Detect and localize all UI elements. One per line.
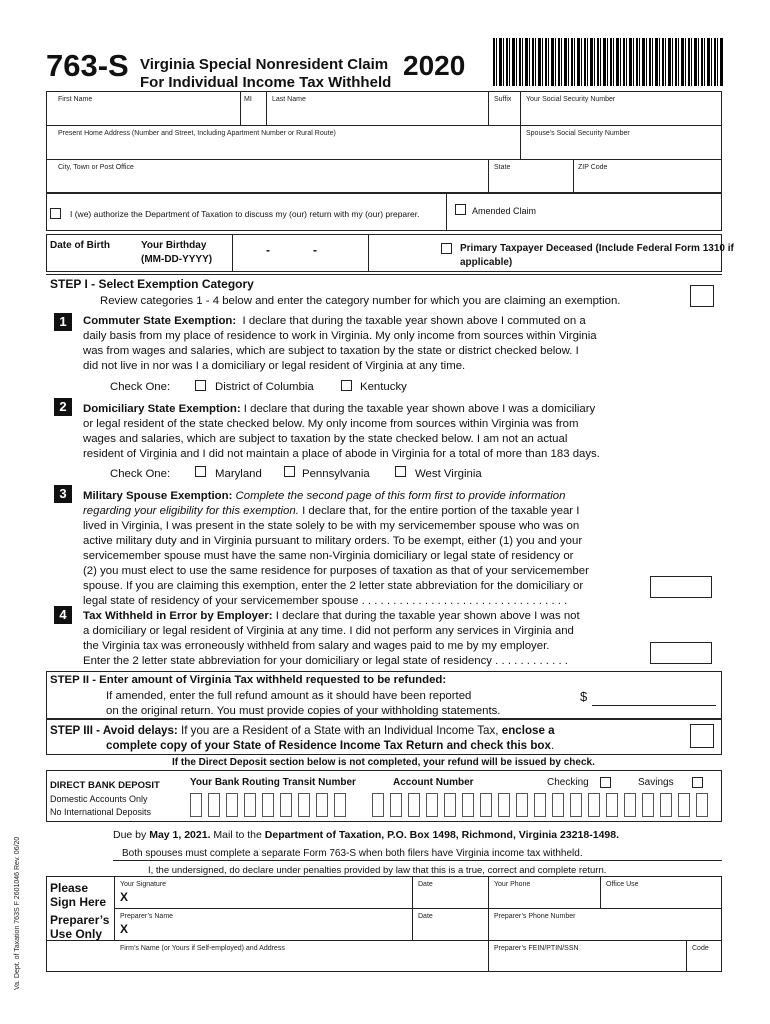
step2-line2: on the original return. You must provide copies of your withholding statements.	[106, 705, 501, 717]
kentucky-checkbox[interactable]	[341, 380, 352, 391]
account-digit-cell[interactable]	[462, 793, 474, 817]
account-digit-cell[interactable]	[444, 793, 456, 817]
due-date-line: Due by May 1, 2021. Mail to the Department of Taxation, P.O. Box 1498, Richmond, Virginia 23218-1498.	[113, 829, 620, 841]
step1-heading: STEP I - Select Exemption Category	[50, 277, 254, 291]
refund-amount-input[interactable]	[592, 686, 716, 706]
category-4-title: Tax Withheld in Error by Employer:	[83, 610, 273, 622]
routing-number-label: Your Bank Routing Transit Number	[190, 777, 356, 788]
your-birthday-label: Your Birthday	[141, 240, 207, 251]
amended-claim-label: Amended Claim	[472, 206, 537, 216]
fein-field[interactable]: Preparer’s FEIN/PTIN/SSN	[494, 945, 579, 952]
west-virginia-label: West Virginia	[415, 468, 482, 480]
category-3-text: Military Spouse Exemption: Complete the second page of this form first to provide information regarding your eligibility for this exemption. I declare that, for the entire portion of the taxable year I lived in Virginia, I was present in the state solely to be with my servicemember spouse who was on active military duty and in Virginia pursuant to military orders. To be exempt, either (1) you and your servicemember spouse must have the same non-Virginia domiciliary or legal state of residency or (2) you must elect to use the same residence for purposes of taxation as that of your servicemember spouse. If you are claiming this exemption, enter the 2 letter state abbreviation for the domiciliary or legal state of residency of your servicemember spouse . . . . . . . . . . . . . . . . . . . . . . . . . . . . . . . . .	[83, 490, 589, 607]
routing-digit-cell[interactable]	[298, 793, 310, 817]
routing-digit-cell[interactable]	[244, 793, 256, 817]
category-2-text: Domiciliary State Exemption: I declare that during the taxable year shown above I was a domiciliary or legal resident of the state checked below. My only income from sources within Virginia was from wages and salaries, which are subject to taxation by the state checked below. I am not an actual resident of Virginia and I did not maintain a place of abode in Virginia for a total of more than 183 days.	[83, 403, 600, 460]
error-state-input[interactable]	[650, 642, 712, 664]
no-international-label: No International Deposits	[50, 807, 152, 817]
dollar-sign: $	[580, 689, 588, 704]
account-digit-cell[interactable]	[480, 793, 492, 817]
taxpayer-info-grid	[46, 91, 722, 193]
account-digit-cell[interactable]	[624, 793, 636, 817]
declaration-text: I, the undersigned, do declare under penalties provided by law that this is a true, correct and complete return.	[148, 865, 607, 876]
state-field[interactable]: State	[494, 164, 511, 171]
account-digit-cell[interactable]	[606, 793, 618, 817]
category-3-number: 3	[54, 485, 72, 503]
category-4-text: Tax Withheld in Error by Employer: I declare that during the taxable year shown above I was not a domiciliary or legal resident of Virginia at any time. I did not perform any services in Virginia and the Virginia tax was erroneously withheld from salary and wages paid to me by my employer. Enter the 2 letter state abbreviation for your domiciliary or legal state of residency . . . . . . . . . . . .	[83, 610, 580, 667]
date-of-birth-label: Date of Birth	[50, 240, 110, 251]
signature-date-field[interactable]: Date	[418, 881, 433, 888]
account-digit-cell[interactable]	[642, 793, 654, 817]
form-number: 763-S	[46, 48, 129, 83]
routing-digit-cell[interactable]	[208, 793, 220, 817]
authorize-preparer-checkbox[interactable]	[50, 208, 61, 219]
routing-digit-cell[interactable]	[262, 793, 274, 817]
category-4-number: 4	[54, 606, 72, 624]
routing-digit-cell[interactable]	[316, 793, 328, 817]
account-digit-cell[interactable]	[696, 793, 708, 817]
account-digit-cell[interactable]	[426, 793, 438, 817]
first-name-field[interactable]: First Name	[58, 96, 93, 103]
barcode-icon	[493, 38, 723, 86]
birthday-separator-2: -	[313, 243, 317, 257]
account-digit-cell[interactable]	[390, 793, 402, 817]
authorize-preparer-label: I (we) authorize the Department of Taxation to discuss my (our) return with my (our) preparer.	[70, 209, 420, 219]
exemption-category-input[interactable]	[690, 285, 714, 307]
your-signature-label: Your Signature	[120, 881, 167, 888]
step3-line2: complete copy of your State of Residence Income Tax Return and check this box.	[106, 739, 555, 752]
amended-claim-checkbox[interactable]	[455, 204, 466, 215]
domestic-only-label: Domestic Accounts Only	[50, 794, 148, 804]
birthday-separator-1: -	[266, 243, 270, 257]
savings-checkbox[interactable]	[692, 777, 703, 788]
form-revision-side-text: Va. Dept. of Taxation 763S F 2601046 Rev. 06/20	[14, 836, 21, 990]
pennsylvania-label: Pennsylvania	[302, 468, 370, 480]
your-phone-field[interactable]: Your Phone	[494, 881, 531, 888]
account-digit-cell[interactable]	[660, 793, 672, 817]
dc-label: District of Columbia	[215, 381, 314, 393]
suffix-field[interactable]: Suffix	[494, 96, 512, 103]
last-name-field[interactable]: Last Name	[272, 96, 306, 103]
routing-digit-cell[interactable]	[280, 793, 292, 817]
sign-here-label: Sign Here	[50, 895, 107, 909]
form-title-line2: For Individual Income Tax Withheld	[140, 74, 392, 91]
account-digit-cell[interactable]	[678, 793, 690, 817]
account-digit-cell[interactable]	[534, 793, 546, 817]
please-label: Please	[50, 881, 89, 895]
routing-digit-cell[interactable]	[334, 793, 346, 817]
preparer-name-label: Preparer’s Name	[120, 913, 174, 920]
military-spouse-state-input[interactable]	[650, 576, 712, 598]
deceased-label-line2: applicable)	[460, 257, 513, 268]
ssn-field[interactable]: Your Social Security Number	[526, 96, 616, 103]
routing-digit-cell[interactable]	[226, 793, 238, 817]
tax-year: 2020	[403, 50, 466, 81]
kentucky-label: Kentucky	[360, 381, 407, 393]
routing-digit-cell[interactable]	[190, 793, 202, 817]
code-field[interactable]: Code	[692, 945, 709, 952]
account-digit-cell[interactable]	[588, 793, 600, 817]
step3-line1: STEP III - Avoid delays: If you are a Resident of a State with an Individual Income Tax, enclose a	[50, 724, 555, 737]
category-2-title: Domiciliary State Exemption:	[83, 403, 241, 415]
signature-grid	[46, 876, 722, 972]
mi-field[interactable]: MI	[244, 96, 252, 103]
spouse-ssn-field[interactable]: Spouse’s Social Security Number	[526, 130, 630, 137]
savings-label: Savings	[638, 777, 674, 788]
account-number-label: Account Number	[393, 777, 474, 788]
step2-line1: If amended, enter the full refund amount as it should have been reported	[106, 690, 472, 702]
category-2-check-one: Check One:	[110, 468, 171, 480]
account-digit-cell[interactable]	[408, 793, 420, 817]
firm-name-field[interactable]: Firm’s Name (or Yours if Self-employed) and Address	[120, 945, 285, 952]
account-digit-cell[interactable]	[516, 793, 528, 817]
preparer-phone-field[interactable]: Preparer’s Phone Number	[494, 913, 576, 920]
deceased-label-line1: Primary Taxpayer Deceased (Include Federal Form 1310 if	[460, 243, 734, 254]
use-only-label: Use Only	[50, 927, 103, 941]
category-3-title: Military Spouse Exemption:	[83, 490, 233, 502]
maryland-checkbox[interactable]	[195, 466, 206, 477]
form-title-line1: Virginia Special Nonresident Claim	[140, 56, 389, 73]
birthday-format-label: (MM-DD-YYYY)	[141, 254, 213, 265]
deceased-checkbox[interactable]	[441, 243, 452, 254]
state-return-enclosed-checkbox[interactable]	[690, 724, 714, 748]
account-digit-cell[interactable]	[552, 793, 564, 817]
account-digit-cell[interactable]	[570, 793, 582, 817]
zip-field[interactable]: ZIP Code	[578, 164, 608, 171]
account-digit-cell[interactable]	[372, 793, 384, 817]
address-field[interactable]: Present Home Address (Number and Street, Including Apartment Number or Rural Route)	[58, 130, 336, 137]
direct-deposit-title: DIRECT BANK DEPOSIT	[50, 780, 160, 791]
account-digit-cell[interactable]	[498, 793, 510, 817]
checking-checkbox[interactable]	[600, 777, 611, 788]
category-1-text: Commuter State Exemption: I declare that during the taxable year shown above I commuted on a daily basis from my place of residence to work in Virginia. My only income from sources within Virginia was from wages and salaries, which are subject to taxation by the state or district checked below. I did not live in nor was I a domiciliary or legal resident of Virginia at any time.	[83, 315, 597, 372]
checking-label: Checking	[547, 777, 589, 788]
category-1-check-one: Check One:	[110, 381, 171, 393]
city-field[interactable]: City, Town or Post Office	[58, 164, 134, 171]
direct-deposit-notice: If the Direct Deposit section below is not completed, your refund will be issued by check.	[172, 757, 595, 768]
spouses-note: Both spouses must complete a separate Form 763-S when both filers have Virginia income tax withheld.	[122, 848, 583, 859]
maryland-label: Maryland	[215, 468, 262, 480]
your-signature-field[interactable]: X	[120, 890, 129, 904]
office-use-label: Office Use	[606, 881, 639, 888]
west-virginia-checkbox[interactable]	[395, 466, 406, 477]
pennsylvania-checkbox[interactable]	[284, 466, 295, 477]
preparer-name-field[interactable]: X	[120, 922, 129, 936]
step1-instruction: Review categories 1 - 4 below and enter the category number for which you are claiming an exemption.	[100, 295, 621, 307]
step2-heading: STEP II - Enter amount of Virginia Tax withheld requested to be refunded:	[50, 674, 447, 686]
birthday-input[interactable]	[240, 240, 364, 266]
preparers-label: Preparer’s	[50, 913, 110, 927]
category-1-number: 1	[54, 313, 72, 331]
dc-checkbox[interactable]	[195, 380, 206, 391]
preparer-date-field[interactable]: Date	[418, 913, 433, 920]
category-2-number: 2	[54, 398, 72, 416]
category-1-title: Commuter State Exemption:	[83, 315, 237, 327]
